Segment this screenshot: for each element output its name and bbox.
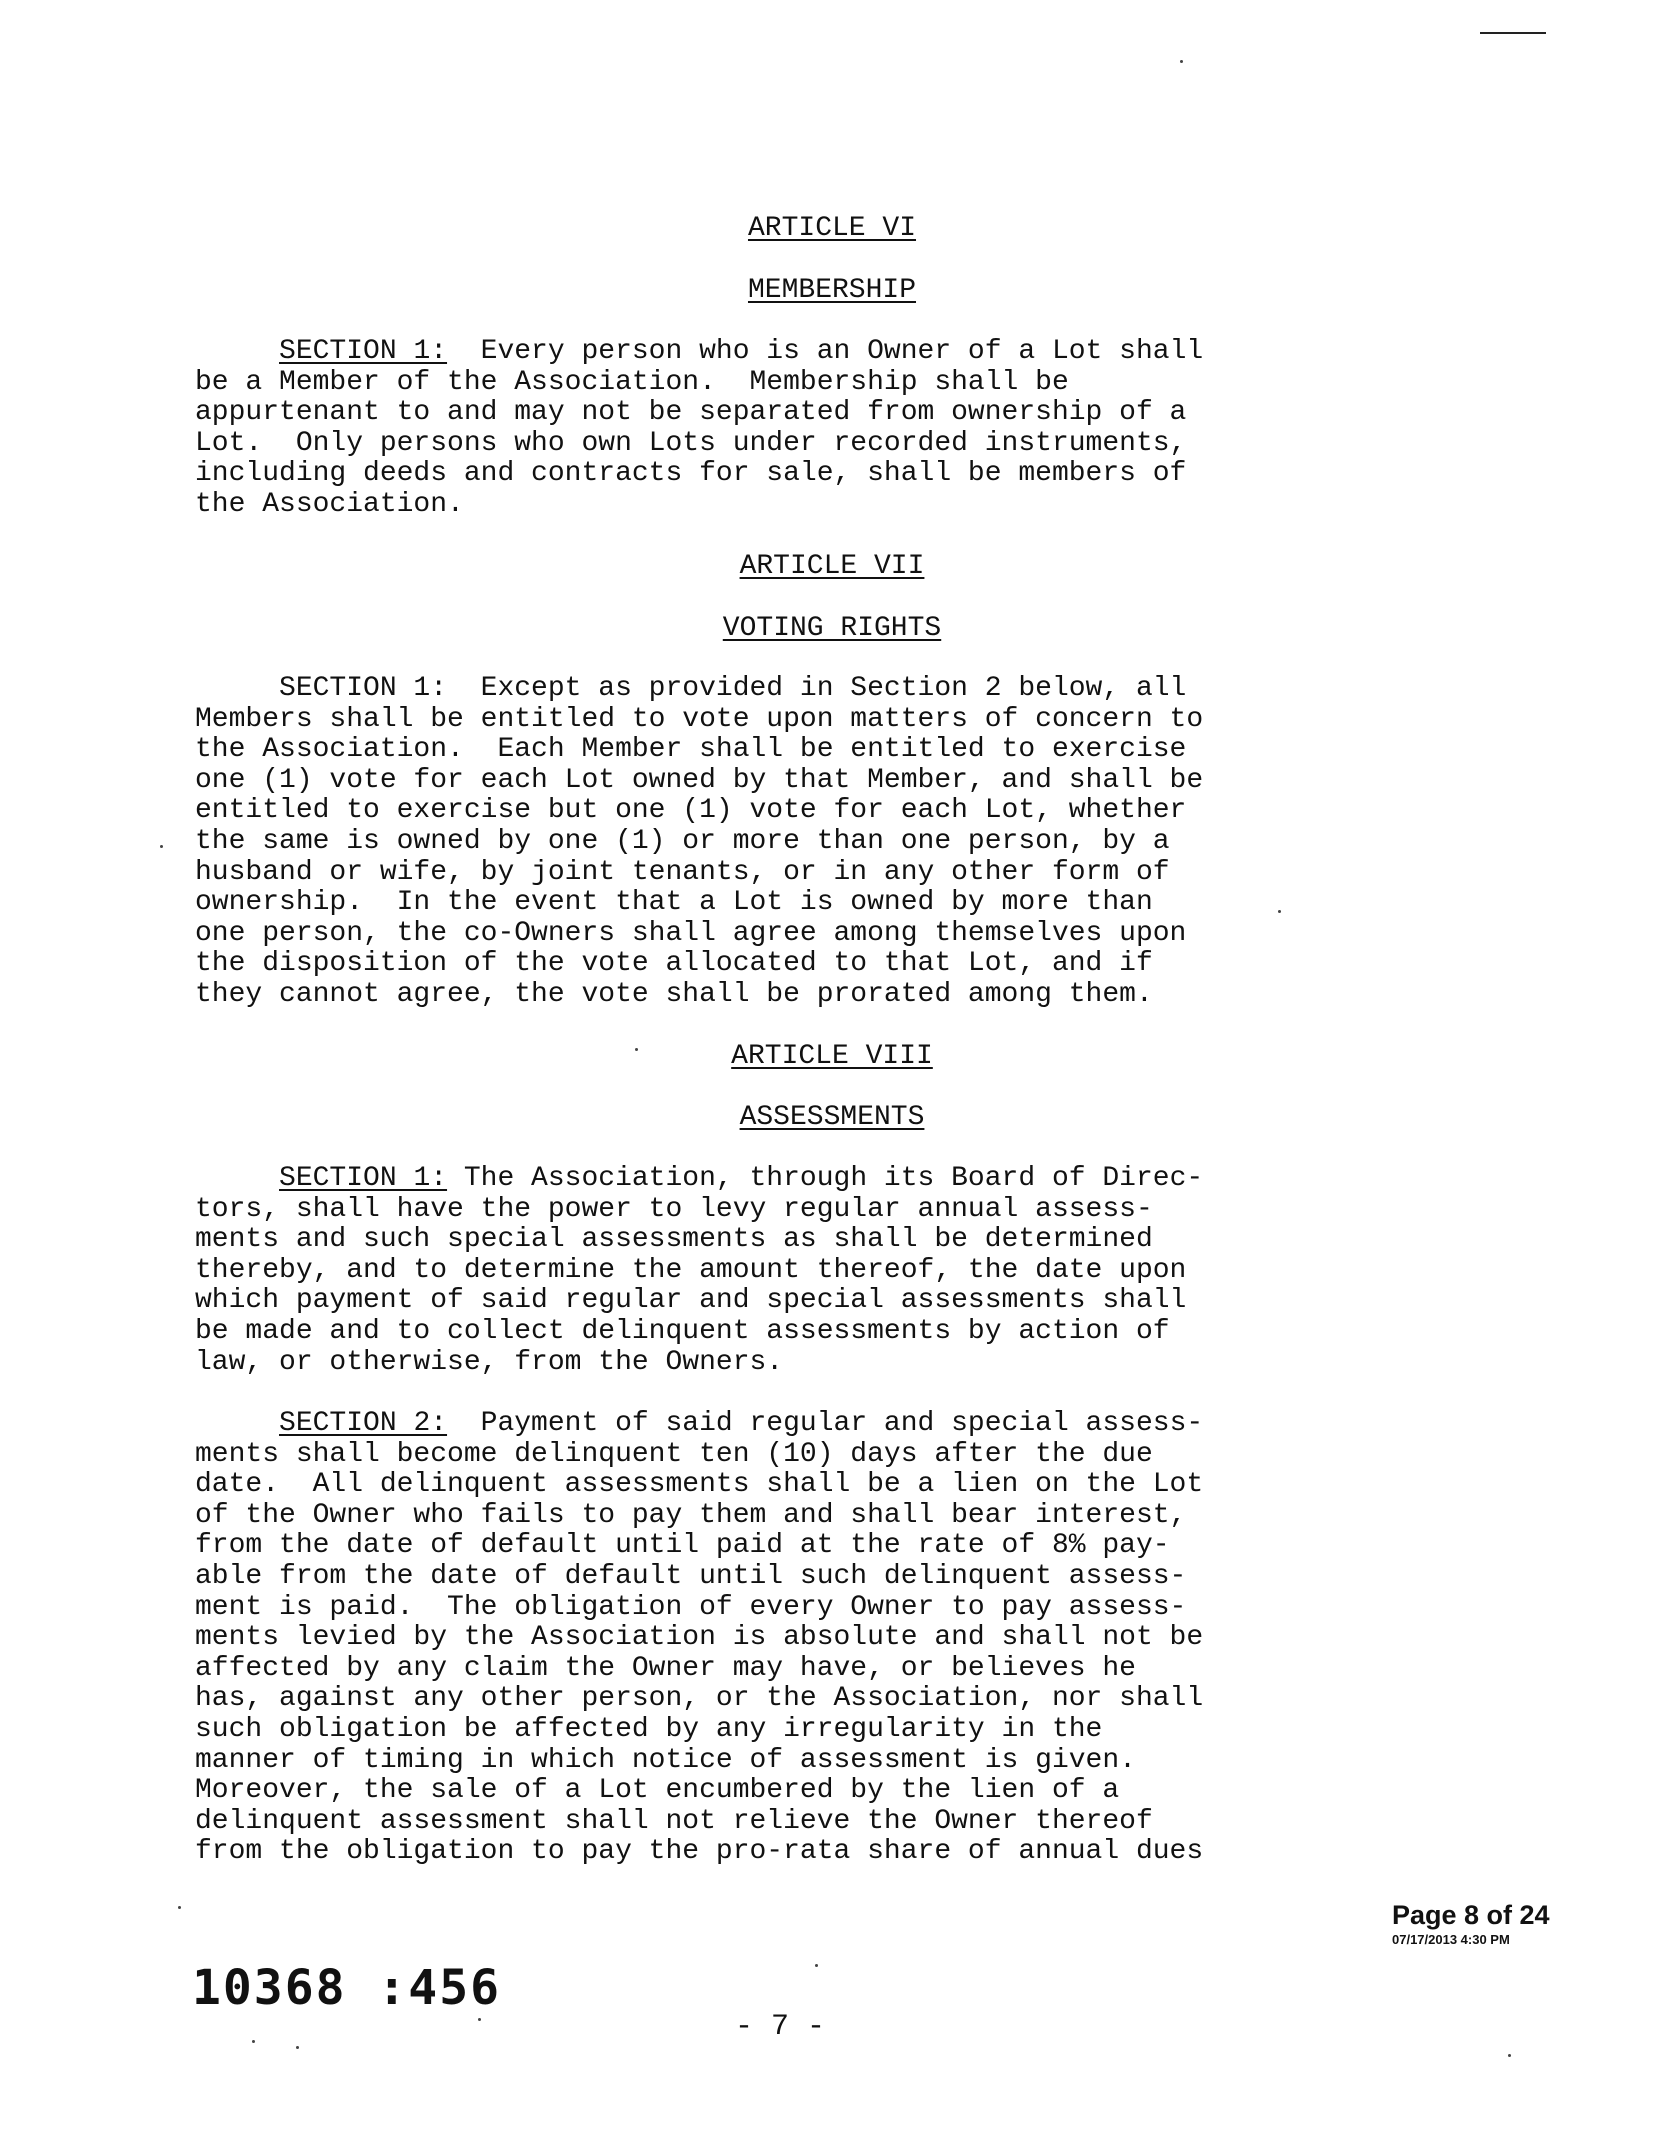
article-vi-section-1-label: SECTION 1: <box>279 336 448 367</box>
article-vii-title-text: ARTICLE VII <box>739 551 925 582</box>
article-vi-subtitle-text: MEMBERSHIP <box>747 275 917 306</box>
scan-speck <box>1508 2054 1511 2057</box>
scan-speck <box>478 2018 481 2021</box>
article-viii-subtitle <box>0 1102 1664 1134</box>
article-viii-section-2 <box>195 1409 1355 1868</box>
article-viii-title-text: ARTICLE VIII <box>731 1041 933 1072</box>
article-viii-section-1-label: SECTION 1: <box>279 1163 448 1194</box>
scan-speck <box>635 1048 638 1051</box>
article-vi-title <box>0 213 1664 245</box>
article-viii-section-1-body: tors, shall have the power to levy regular annual assess- ments and such special assessments as shall be determined thereby, and to determine the amount thereof, the date upon which payment of said regular and special assessments shall be made and to collect delinquent assessments by action of law, or otherwise, from the Owners. <box>195 1193 1187 1378</box>
article-vii-subtitle <box>0 613 1664 645</box>
article-viii-section-2-body: ments shall become delinquent ten (10) days after the due date. All delinquent assessments shall be a lien on the Lot of the Owner who fails to pay them and shall bear interest, from the date of default until paid at the rate of 8% pay- able from the date of default until such delinquent assess- ment is paid. The obligation of every Owner to pay assess- ments levied by the Association is absolute and shall not be affected by any claim the Owner may have, or believes he has, against any other person, or the Association, nor shall such obligation be affected by any irregularity in the manner of timing in which notice of assessment is given. Moreover, the sale of a Lot encumbered by the lien of a delinquent assessment shall not relieve the Owner thereof from the obligation to pay the pro-rata share of annual dues <box>195 1438 1204 1868</box>
article-vi-section-1-body: be a Member of the Association. Membership shall be appurtenant to and may not be separated from ownership of a Lot. Only persons who own Lots under recorded instruments, including deeds and contracts for sale, shall be members of the Association. <box>195 366 1187 520</box>
article-viii-section-2-label: SECTION 2: <box>279 1408 448 1439</box>
scan-speck <box>296 2046 299 2049</box>
scan-speck <box>252 2040 255 2043</box>
article-vi-section-1-first-line: Every person who is an Owner of a Lot shall <box>447 336 1204 367</box>
scan-speck <box>815 1964 818 1967</box>
article-vi-title-text: ARTICLE VI <box>747 213 917 244</box>
article-vii-title <box>0 551 1664 583</box>
print-timestamp: 07/17/2013 4:30 PM <box>1392 1932 1510 1947</box>
page-count-label: Page 8 of 24 <box>1392 1900 1550 1930</box>
article-vii-subtitle-text: VOTING RIGHTS <box>722 613 942 644</box>
page-number: - 7 - <box>734 2010 825 2044</box>
scan-speck <box>1278 910 1281 913</box>
article-viii-title <box>0 1041 1664 1073</box>
scan-speck <box>160 845 163 848</box>
article-viii-section-1 <box>195 1164 1355 1378</box>
article-vii-section-1: SECTION 1: Except as provided in Section 2 below, all Members shall be entitled to vote upon matters of concern to the Association. Each Member shall be entitled to exercise one (1) vote for each Lot owned by that Member, and shall be entitled to exercise but one (1) vote for each Lot, whether the same is owned by one (1) or more than one person, by a husband or wife, by joint tenants, or in any other form of ownership. In the event that a Lot is owned by more than one person, the co-Owners shall agree among themselves upon the disposition of the vote allocated to that Lot, and if they cannot agree, the vote shall be prorated among them. <box>195 673 1204 1010</box>
article-viii-section-1-first-line: The Association, through its Board of Direc- <box>447 1163 1204 1194</box>
top-rule <box>1480 32 1546 34</box>
article-viii-subtitle-text: ASSESSMENTS <box>739 1102 925 1133</box>
scan-speck <box>178 1906 181 1909</box>
article-viii-section-2-first-line: Payment of said regular and special assess- <box>447 1408 1204 1439</box>
document-number-stamp: 10368 :456 <box>192 1960 501 2016</box>
article-vi-section-1 <box>195 337 1355 521</box>
article-vi-subtitle <box>0 275 1664 307</box>
scan-speck <box>1180 60 1183 63</box>
